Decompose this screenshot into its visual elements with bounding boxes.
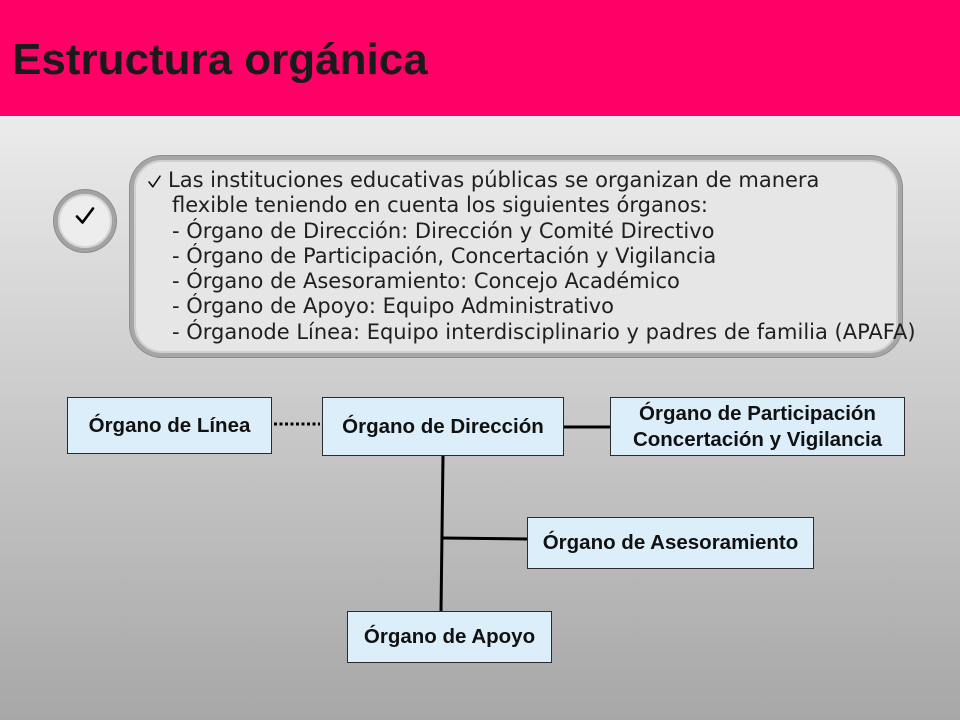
callout-line: flexible teniendo en cuenta los siguientes órganos:: [172, 193, 708, 218]
page-title: Estructura orgánica: [12, 35, 428, 84]
callout-line: - Órganode Línea: Equipo interdisciplinario y padres de familia (APAFA): [172, 319, 916, 344]
callout-line: - Órgano de Participación, Concertación y Vigilancia: [172, 243, 717, 268]
callout-line: - Órgano de Apoyo: Equipo Administrativo: [172, 294, 614, 319]
callout-line: - Órgano de Asesoramiento: Concejo Académico: [172, 269, 680, 294]
callout-line-text: Las instituciones educativas públicas se organizan de manera: [168, 168, 820, 192]
node-organo-apoyo: [347, 611, 552, 663]
node-label-line1: Órgano de Participación: [639, 401, 876, 425]
title-bar: [0, 0, 960, 116]
node-organo-asesoramiento: [527, 517, 814, 569]
callout-line: - Órgano de Dirección: Dirección y Comité Directivo: [172, 218, 715, 243]
node-label: Órgano de Dirección: [342, 414, 544, 438]
node-organo-direccion: [322, 397, 564, 456]
node-label: Órgano de Asesoramiento: [542, 531, 799, 554]
callout-line: [148, 168, 916, 193]
node-label-line2: Concertación y Vigilancia: [632, 427, 883, 451]
node-label: Órgano de Línea: [88, 413, 251, 437]
node-label: Órgano de Apoyo: [363, 625, 536, 648]
callout-text: [148, 168, 916, 345]
check-badge: [54, 190, 116, 252]
check-bullet-icon: [148, 175, 161, 188]
node-organo-linea: [67, 397, 272, 454]
node-organo-participacion: [610, 397, 905, 456]
check-icon: [75, 206, 95, 226]
